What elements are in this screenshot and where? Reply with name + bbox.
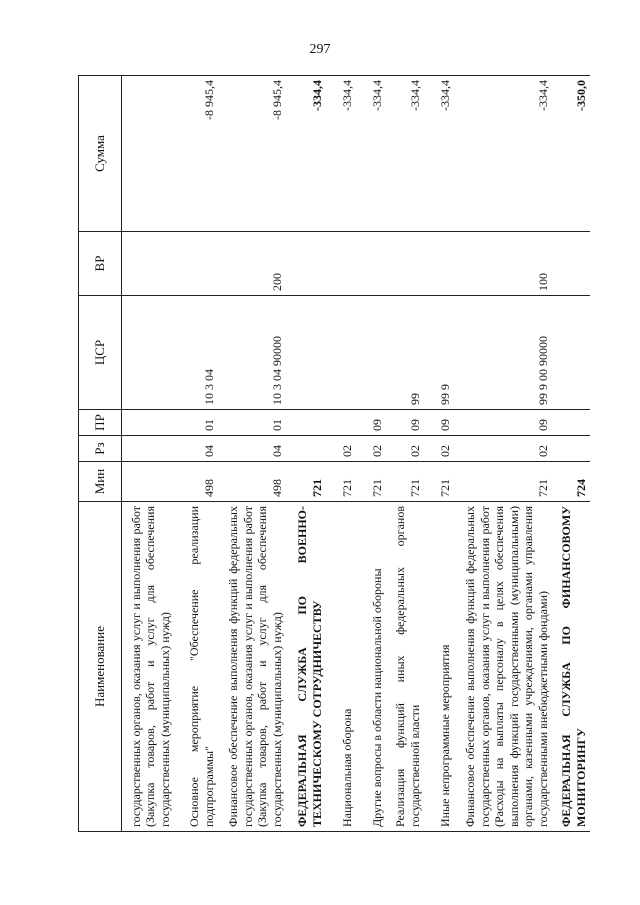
row-sum: -8 945,4 [218,76,286,232]
row-csr [286,296,326,410]
rotated-page [78,76,588,832]
row-rz: 02 [326,436,356,462]
row-name: Финансовое обеспечение выполнения функций федеральных государственных органов, оказания услуг и выполнения работ (Расходы на выплаты персоналу в целях обеспечения выполнения функций государственными (муниципальными) органами, казенными учреждениями, органами управления государственными внебюджетными фондами) [454,502,552,832]
row-csr [122,296,175,410]
row-min: 498 [218,462,286,502]
row-rz: 02 [424,436,454,462]
row-pr [552,410,590,436]
row-csr [552,296,590,410]
header-csr: ЦСР [79,296,122,410]
row-csr: 10 3 04 [174,296,218,410]
row-vr [174,232,218,296]
row-rz [122,436,175,462]
header-pr: ПР [79,410,122,436]
row-sum: -334,4 [424,76,454,232]
row-csr: 99 9 00 90000 [454,296,552,410]
row-name: Реализация функций иных федеральных органов государственной власти [386,502,424,832]
table-row [356,76,386,832]
table-row [326,76,356,832]
row-rz [286,436,326,462]
row-csr: 10 3 04 90000 [218,296,286,410]
row-pr: 09 [386,410,424,436]
row-sum: -334,4 [326,76,356,232]
row-rz: 02 [356,436,386,462]
row-rz: 02 [454,436,552,462]
row-name: государственных органов, оказания услуг и выполнения работ (Закупка товаров, работ и услуг для обеспечения государственных (муниципальных) нужд) [122,502,175,832]
row-csr: 99 9 [424,296,454,410]
header-name: Наименование [79,502,122,832]
table-row [454,76,552,832]
row-min: 721 [286,462,326,502]
header-rz: Рз [79,436,122,462]
row-sum: -334,4 [386,76,424,232]
row-name: Национальная оборона [326,502,356,832]
row-name: Иные непрограммные мероприятия [424,502,454,832]
row-name: Финансовое обеспечение выполнения функций федеральных государственных органов, оказания услуг и выполнения работ (Закупка товаров, работ и услуг для обеспечения государственных (муниципальных) нужд) [218,502,286,832]
budget-table [78,75,590,832]
row-pr [326,410,356,436]
row-vr [552,232,590,296]
row-min: 721 [386,462,424,502]
row-sum: -334,4 [356,76,386,232]
row-vr: 200 [218,232,286,296]
table-row [424,76,454,832]
table-row [552,76,590,832]
row-name: Основное мероприятие "Обеспечение реализации подпрограммы" [174,502,218,832]
row-sum [122,76,175,232]
row-min: 721 [356,462,386,502]
table-row [174,76,218,832]
table-row [286,76,326,832]
row-csr [326,296,356,410]
row-rz: 04 [218,436,286,462]
table-row [122,76,175,832]
row-pr [122,410,175,436]
row-min: 724 [552,462,590,502]
table-header-row [79,76,122,832]
row-min: 721 [326,462,356,502]
row-rz: 04 [174,436,218,462]
row-vr [424,232,454,296]
row-pr: 09 [454,410,552,436]
row-vr [326,232,356,296]
row-sum: -334,4 [286,76,326,232]
row-name: ФЕДЕРАЛЬНАЯ СЛУЖБА ПО ВОЕННО-ТЕХНИЧЕСКОМУ СОТРУДНИЧЕСТВУ [286,502,326,832]
row-vr [386,232,424,296]
row-name: Другие вопросы в области национальной обороны [356,502,386,832]
row-csr: 99 [386,296,424,410]
row-vr [122,232,175,296]
row-sum: -8 945,4 [174,76,218,232]
row-pr: 01 [218,410,286,436]
row-min [122,462,175,502]
header-sum: Сумма [79,76,122,232]
row-vr [356,232,386,296]
row-sum: -334,4 [454,76,552,232]
row-name: ФЕДЕРАЛЬНАЯ СЛУЖБА ПО ФИНАНСОВОМУ МОНИТОРИНГУ [552,502,590,832]
row-rz [552,436,590,462]
row-min: 721 [424,462,454,502]
row-sum: -350,0 [552,76,590,232]
table-row [386,76,424,832]
table-row [218,76,286,832]
row-min: 721 [454,462,552,502]
row-pr: 01 [174,410,218,436]
row-pr: 09 [356,410,386,436]
row-vr: 100 [454,232,552,296]
row-pr [286,410,326,436]
row-pr: 09 [424,410,454,436]
row-rz: 02 [386,436,424,462]
header-vr: ВР [79,232,122,296]
row-vr [286,232,326,296]
page-number: 297 [309,42,331,57]
header-min: Мин [79,462,122,502]
row-min: 498 [174,462,218,502]
row-csr [356,296,386,410]
